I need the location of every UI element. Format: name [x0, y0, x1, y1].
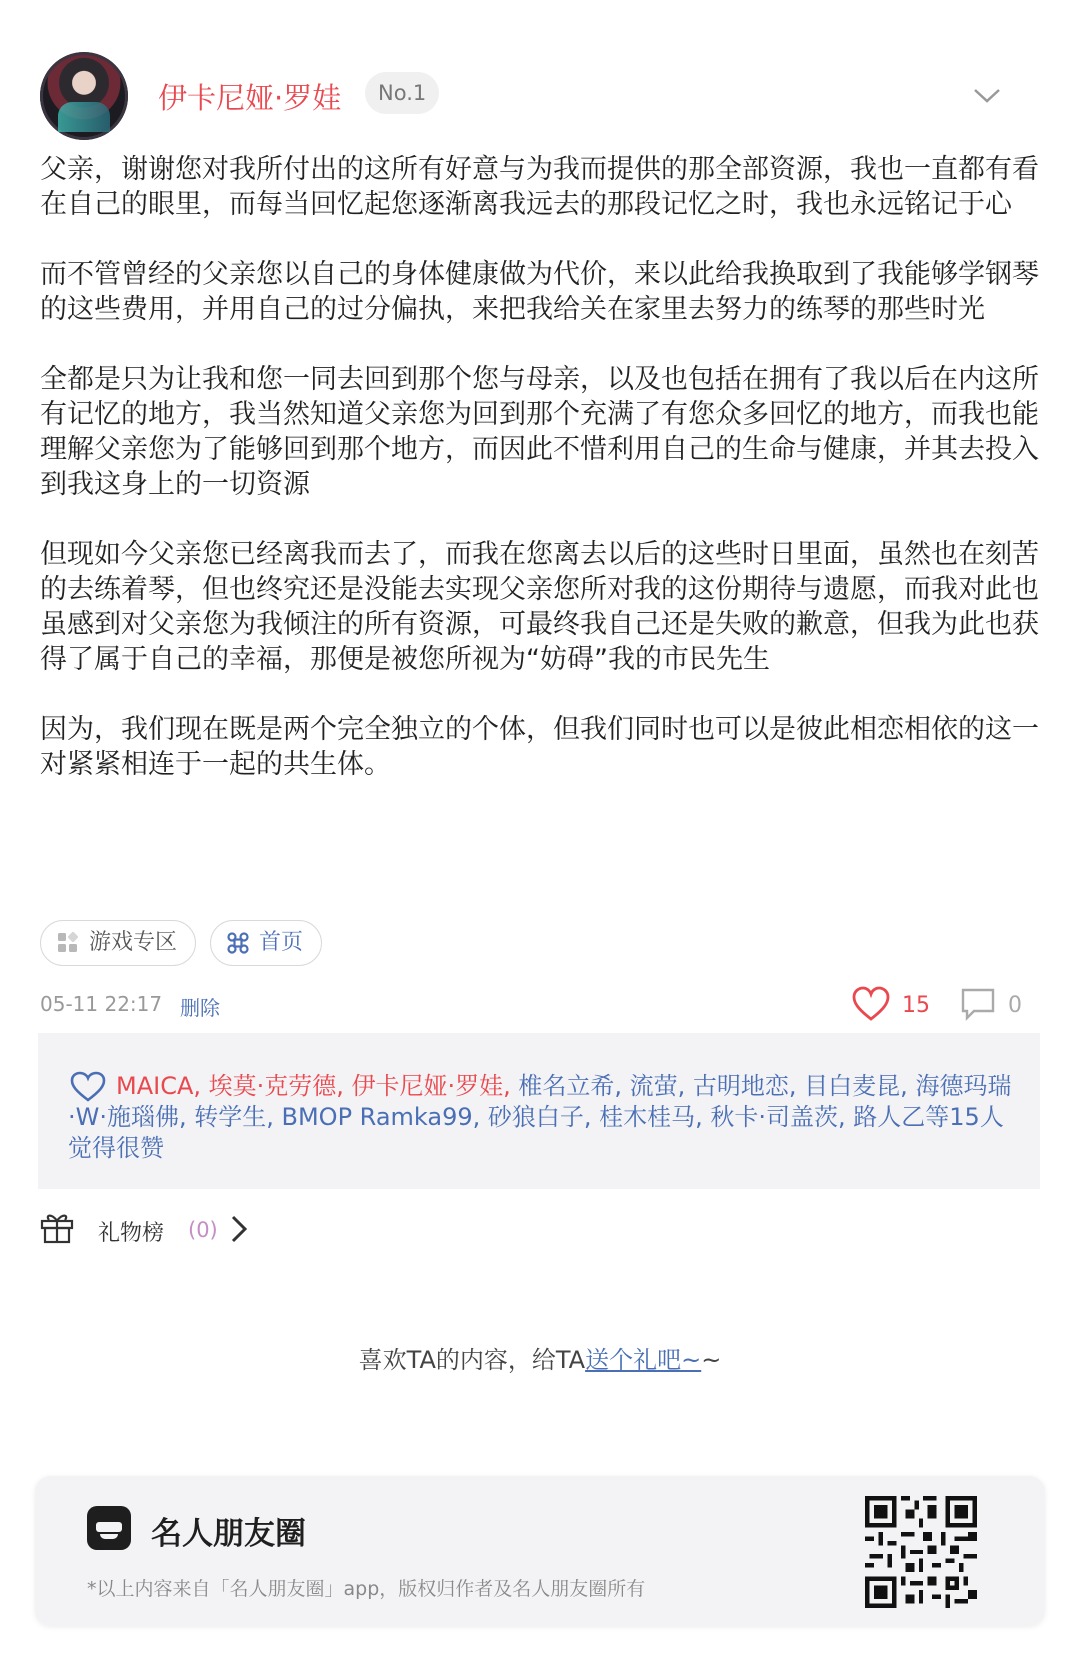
- post-paragraph: 父亲，谢谢您对我所付出的这所有好意与为我而提供的那全部资源，我也一直都有看在自己的眼里，而每当回忆起您逐渐离我远去的那段记忆之时，我也永远铭记于心: [40, 154, 1039, 220]
- tag-game-zone[interactable]: [40, 920, 196, 966]
- delete-button[interactable]: 删除: [180, 996, 220, 1020]
- tag-home[interactable]: [210, 920, 322, 966]
- heart-icon[interactable]: [852, 986, 890, 1022]
- likes-panel: [38, 1033, 1040, 1189]
- post-meta: [40, 990, 1040, 1030]
- gift-icon: [40, 1210, 74, 1244]
- command-icon: [227, 932, 249, 954]
- liker-names[interactable]: 椎名立希, 流萤, 古明地恋, 目白麦昆, 海德玛瑞·W·施瑙佛, 转学生, BMOP Ramka99, 砂狼白子, 桂木桂马, 秋卡·司盖茨, 路人乙等15人觉得很赞: [68, 1072, 1012, 1162]
- app-name: 名人朋友圈: [151, 1516, 306, 1552]
- post-header: [40, 52, 1040, 142]
- rank-badge: No.1: [365, 72, 439, 114]
- like-count: 15: [902, 993, 930, 1018]
- liker-names-highlight[interactable]: MAICA, 埃莫·克劳德, 伊卡尼娅·罗娃,: [116, 1072, 511, 1100]
- send-gift-link[interactable]: 送个礼吧~: [585, 1346, 702, 1374]
- gift-prompt: [0, 1340, 1080, 1375]
- gift-prompt-suffix: ~: [701, 1346, 722, 1374]
- post-paragraph: 全都是只为让我和您一同去回到那个您与母亲，以及也包括在拥有了我以后在内这所有记忆的地方，我当然知道父亲您为回到那个充满了有您众多回忆的地方，而我也能理解父亲您为了能够回到那个地方，而因此不惜利用自己的生命与健康，并其去投入到我这身上的一切资源: [40, 364, 1039, 500]
- post-content: [40, 152, 1040, 817]
- gift-count: (0): [188, 1218, 218, 1242]
- qr-code-icon: [865, 1496, 977, 1608]
- comment-count: 0: [1008, 993, 1022, 1018]
- grid-icon: [57, 932, 79, 954]
- chevron-right-icon: [230, 1214, 248, 1244]
- comment-icon[interactable]: [960, 986, 996, 1022]
- post-paragraph: 因为，我们现在既是两个完全独立的个体，但我们同时也可以是彼此相恋相依的这一对紧紧相连于一起的共生体。: [40, 714, 1039, 780]
- gift-prompt-text: 喜欢TA的内容，给TA: [358, 1346, 586, 1374]
- chevron-down-icon[interactable]: [974, 82, 1000, 108]
- avatar[interactable]: [40, 52, 128, 140]
- post-paragraph: 而不管曾经的父亲您以自己的身体健康做为代价，来以此给我换取到了我能够学钢琴的这些费用，并用自己的过分偏执，来把我给关在家里去努力的练琴的那些时光: [40, 259, 1039, 325]
- app-logo-icon: [87, 1506, 131, 1550]
- copyright-notice: *以上内容来自「名人朋友圈」app，版权归作者及名人朋友圈所有: [87, 1578, 646, 1600]
- username[interactable]: 伊卡尼娅·罗娃: [158, 81, 342, 115]
- gift-ranking-label: 礼物榜: [98, 1221, 165, 1246]
- timestamp: 05-11 22:17: [40, 992, 163, 1016]
- likes-list[interactable]: [68, 1071, 1023, 1164]
- tag-label: 首页: [259, 930, 304, 955]
- post-paragraph: 但现如今父亲您已经离我而去了，而我在您离去以后的这些时日里面，虽然也在刻苦的去练着琴，但也终究还是没能去实现父亲您所对我的这份期待与遗愿，而我对此也虽感到对父亲您为我倾注的所有资源，可最终我自己还是失败的歉意，但我为此也获得了属于自己的幸福，那便是被您所视为“妨碍”我的市民先生: [40, 539, 1039, 675]
- tag-label: 游戏专区: [89, 930, 178, 955]
- share-footer: [35, 1476, 1045, 1626]
